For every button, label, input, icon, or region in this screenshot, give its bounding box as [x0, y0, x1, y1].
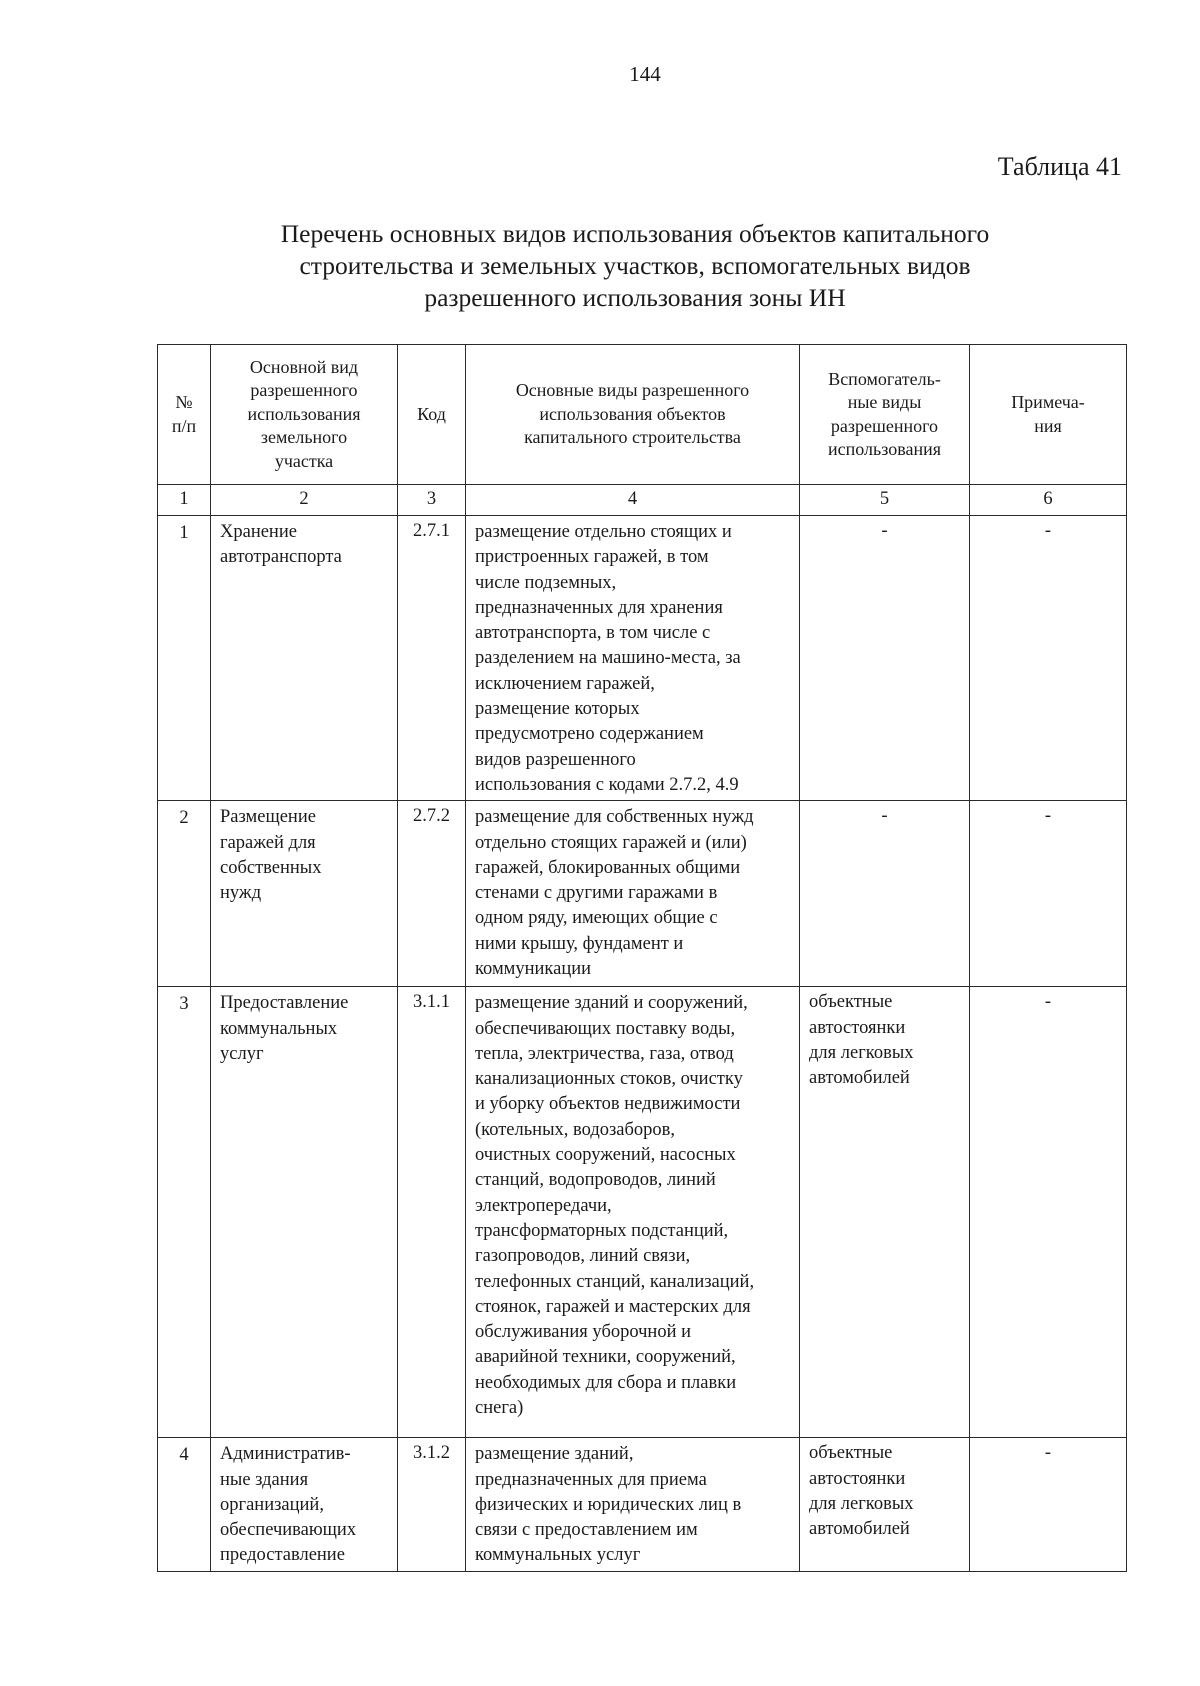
column-number: 4	[466, 485, 800, 516]
row-description: размещение для собственных нужд отдельно стоящих гаражей и (или) гаражей, блокированных общими стенами с другими гаражами в одном ряду, имеющих общие с ними крышу, фундамент и коммуникации	[466, 801, 800, 987]
header-notes: Примеча- ния	[970, 345, 1127, 485]
row-notes: -	[970, 801, 1127, 987]
row-notes: -	[970, 516, 1127, 801]
table-row	[158, 1438, 1127, 1571]
row-main-use: Административ- ные здания организаций, обеспечивающих предоставление	[211, 1438, 398, 1571]
row-code: 3.1.2	[398, 1438, 466, 1571]
page-number: 144	[629, 62, 661, 86]
table-header-row	[158, 345, 1127, 485]
column-number: 2	[211, 485, 398, 516]
document-title	[200, 218, 1070, 314]
column-number: 5	[800, 485, 970, 516]
header-auxiliary-uses: Вспомогатель- ные виды разрешенного использования	[800, 345, 970, 485]
table-row	[158, 516, 1127, 801]
title-line: разрешенного использования зоны ИН	[424, 283, 846, 312]
row-main-use: Размещение гаражей для собственных нужд	[211, 801, 398, 987]
row-code: 3.1.1	[398, 987, 466, 1438]
row-auxiliary: объектные автостоянки для легковых автомобилей	[800, 1438, 970, 1571]
row-description: размещение отдельно стоящих и пристроенных гаражей, в том числе подземных, предназначенных для хранения автотранспорта, в том числе с разделением на машино-места, за исключением гаражей, размещение которых предусмотрено содержанием видов разрешенного использования с кодами 2.7.2, 4.9	[466, 516, 800, 801]
row-auxiliary: -	[800, 801, 970, 987]
row-number: 2	[158, 801, 211, 987]
row-auxiliary: -	[800, 516, 970, 801]
table-label: Таблица 41	[997, 152, 1122, 181]
row-code: 2.7.1	[398, 516, 466, 801]
row-code: 2.7.2	[398, 801, 466, 987]
title-line: Перечень основных видов использования объектов капитального	[280, 219, 990, 248]
header-main-use: Основной вид разрешенного использования земельного участка	[211, 345, 398, 485]
table-row	[158, 987, 1127, 1438]
column-numbers-row	[158, 485, 1127, 516]
row-number: 1	[158, 516, 211, 801]
row-number: 4	[158, 1438, 211, 1571]
row-description: размещение зданий, предназначенных для приема физических и юридических лиц в связи с предоставлением им коммунальных услуг	[466, 1438, 800, 1571]
header-code: Код	[398, 345, 466, 485]
title-line: строительства и земельных участков, вспомогательных видов	[299, 251, 971, 280]
row-auxiliary: объектные автостоянки для легковых автомобилей	[800, 987, 970, 1438]
column-number: 3	[398, 485, 466, 516]
row-number: 3	[158, 987, 211, 1438]
land-use-table	[157, 344, 1127, 1572]
row-main-use: Хранение автотранспорта	[211, 516, 398, 801]
row-main-use: Предоставление коммунальных услуг	[211, 987, 398, 1438]
column-number: 6	[970, 485, 1127, 516]
header-number: № п/п	[158, 345, 211, 485]
row-description: размещение зданий и сооружений, обеспечивающих поставку воды, тепла, электричества, газа, отвод канализационных стоков, очистку и уборку объектов недвижимости (котельных, водозаборов, очистных сооружений, насосных станций, водопроводов, линий электропередачи, трансформаторных подстанций, газопроводов, линий связи, телефонных станций, канализаций, стоянок, гаражей и мастерских для обслуживания уборочной и аварийной техники, сооружений, необходимых для сбора и плавки снега)	[466, 987, 800, 1438]
header-capital-objects: Основные виды разрешенного использования объектов капитального строительства	[466, 345, 800, 485]
row-notes: -	[970, 987, 1127, 1438]
table-row	[158, 801, 1127, 987]
column-number: 1	[158, 485, 211, 516]
row-notes: -	[970, 1438, 1127, 1571]
